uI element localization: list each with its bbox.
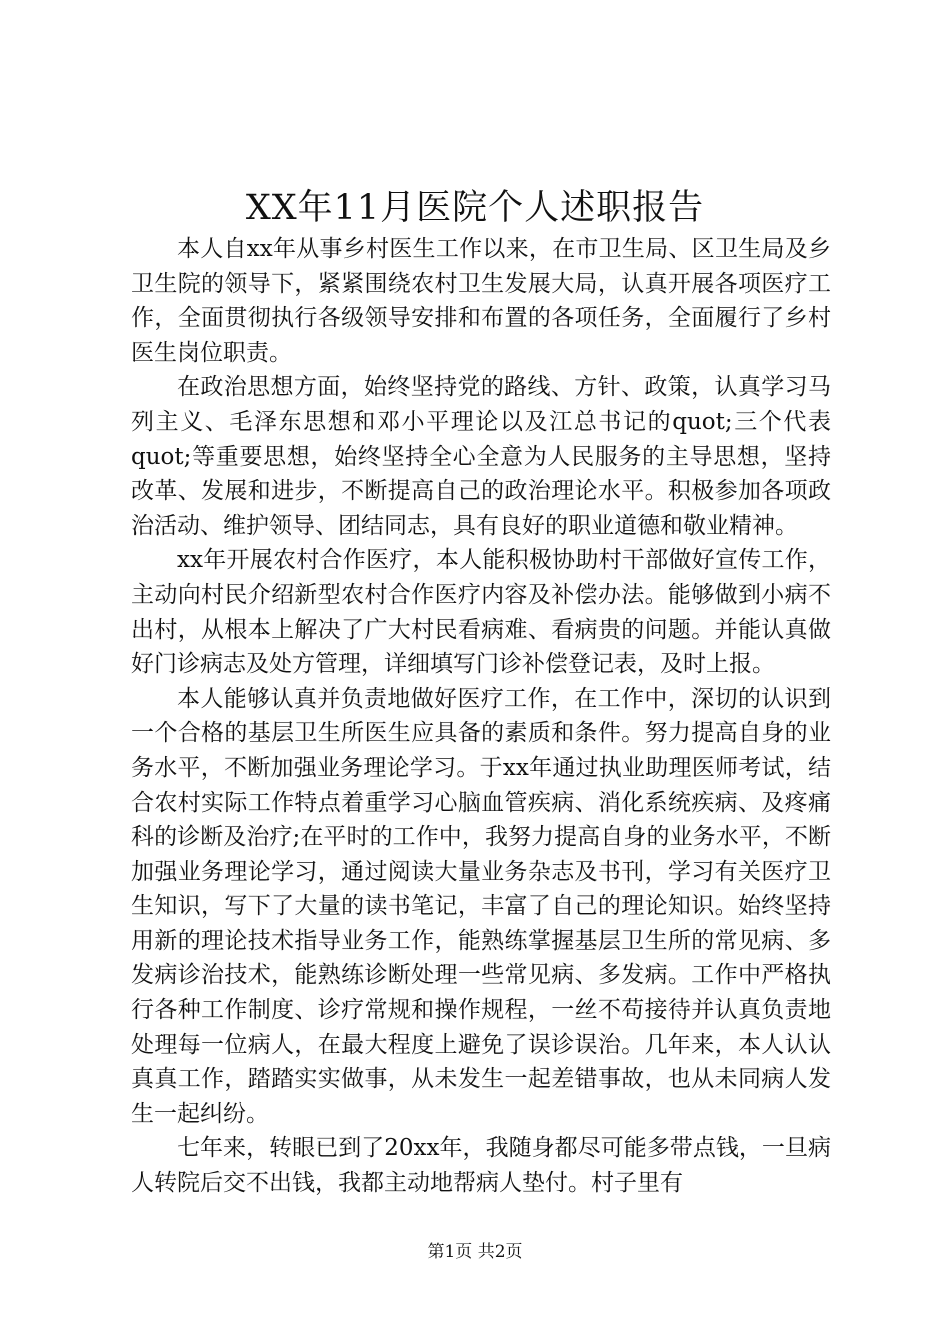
paragraph: xx年开展农村合作医疗，本人能积极协助村干部做好宣传工作，主动向村民介绍新型农村合作医疗内容及补偿办法。能够做到小病不出村，从根本上解决了广大村民看病难、看病贵的问题。并能认真做好门诊病志及处方管理，详细填写门诊补偿登记表，及时上报。 bbox=[131, 547, 831, 678]
paragraph: 本人自xx年从事乡村医生工作以来，在市卫生局、区卫生局及乡卫生院的领导下，紧紧围绕农村卫生发展大局，认真开展各项医疗工作，全面贯彻执行各级领导安排和布置的各项任务，全面履行了乡村医生岗位职责。 bbox=[131, 236, 831, 366]
paragraph: 本人能够认真并负责地做好医疗工作，在工作中，深切的认识到一个合格的基层卫生所医生应具备的素质和条件。努力提高自身的业务水平，不断加强业务理论学习。于xx年通过执业助理医师考试，结合农村实际工作特点着重学习心脑血管疾病、消化系统疾病、及疼痛科的诊断及治疗;在平时的工作中，我努力提高自身的业务水平，不断加强业务理论学习，通过阅读大量业务杂志及书刊，学习有关医疗卫生知识，写下了大量的读书笔记，丰富了自己的理论知识。始终坚持用新的理论技术指导业务工作，能熟练掌握基层卫生所的常见病、多发病诊治技术，能熟练诊断处理一些常见病、多发病。工作中严格执行各种工作制度、诊疗常规和操作规程，一丝不苟接待并认真负责地处理每一位病人，在最大程度上避免了误诊误治。几年来，本人认认真真工作，踏踏实实做事，从未发生一起差错事故，也从未同病人发生一起纠纷。 bbox=[131, 685, 831, 1127]
document-body bbox=[131, 232, 831, 1201]
paragraph: 在政治思想方面，始终坚持党的路线、方针、政策，认真学习马列主义、毛泽东思想和邓小平理论以及江总书记的quot;三个代表quot;等重要思想，始终坚持全心全意为人民服务的主导思想，坚持改革、发展和进步，不断提高自己的政治理论水平。积极参加各项政治活动、维护领导、团结同志，具有良好的职业道德和敬业精神。 bbox=[131, 374, 831, 539]
paragraph: 七年来，转眼已到了20xx年，我随身都尽可能多带点钱，一旦病人转院后交不出钱，我都主动地帮病人垫付。村子里有 bbox=[131, 1135, 831, 1197]
page-footer: 第1页 共2页 bbox=[427, 1242, 523, 1262]
document-title: XX年11月医院个人述职报告 bbox=[245, 188, 705, 228]
